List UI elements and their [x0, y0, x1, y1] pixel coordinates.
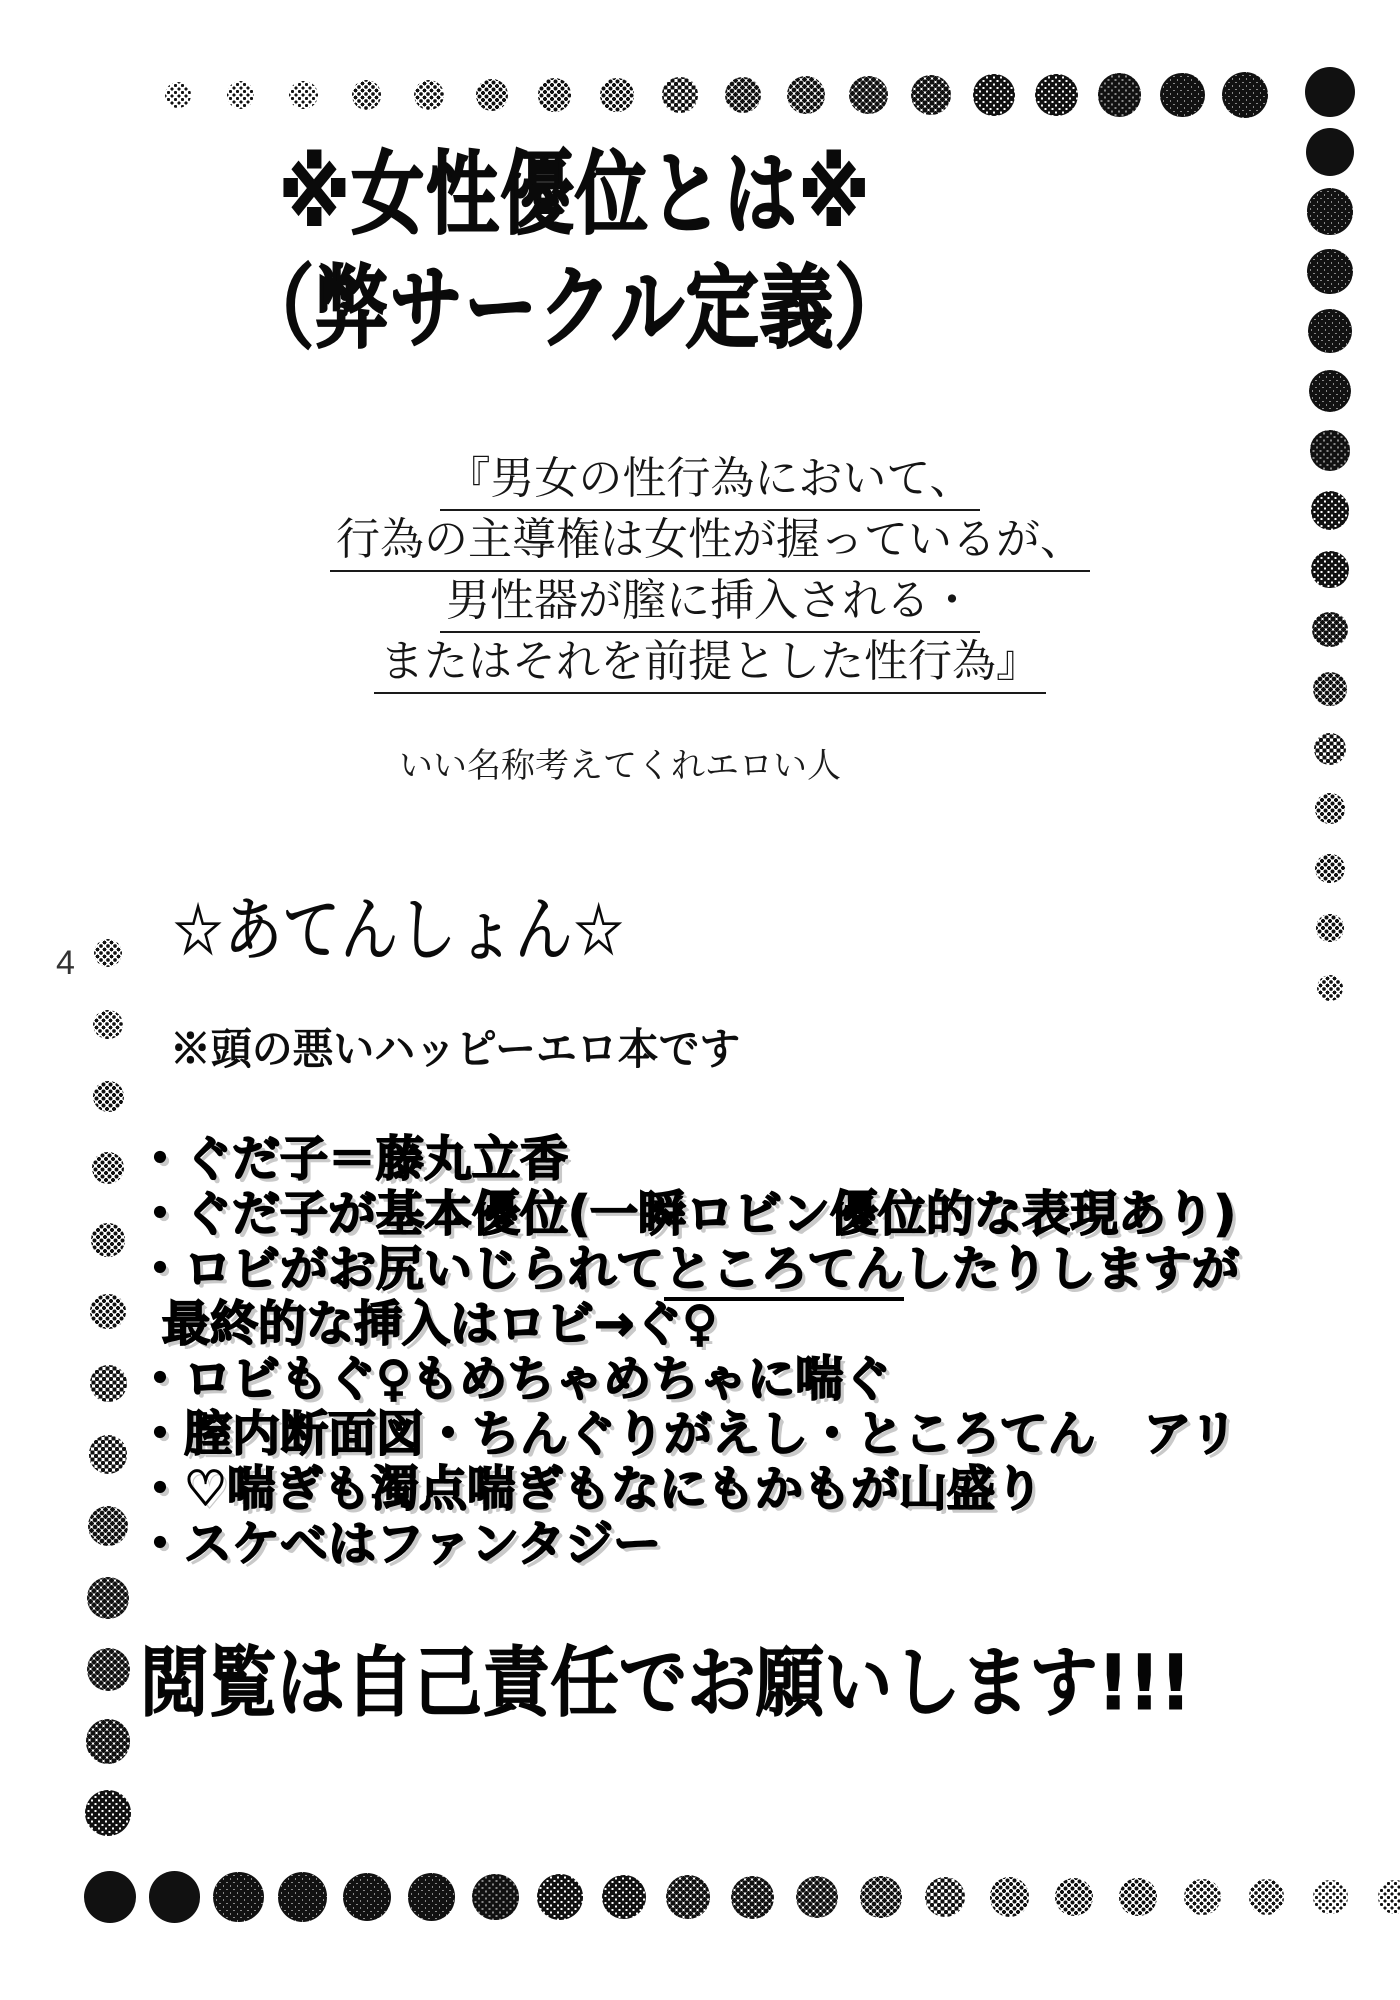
left-dot-column-dot [90, 1294, 126, 1330]
title-line-1: ※女性優位とは※ [278, 142, 872, 247]
bottom-dot-row-dot [602, 1875, 647, 1920]
bottom-dot-row-dot [1249, 1879, 1285, 1915]
right-dot-column-dot [1315, 793, 1346, 824]
top-dot-row-dot [787, 76, 825, 114]
left-dot-column-dot [92, 1152, 125, 1185]
definition-line: 行為の主導権は女性が握っているが、 [330, 511, 1090, 572]
left-dot-column-dot [93, 1010, 123, 1040]
bottom-dot-row-dot [1184, 1879, 1221, 1916]
top-dot-row-dot [1160, 73, 1205, 118]
right-dot-column-dot [1311, 551, 1348, 588]
right-dot-column-dot [1312, 612, 1348, 648]
top-dot-row-dot [165, 82, 191, 108]
bullet-item: ・スケベはファンタジー [136, 1516, 662, 1572]
top-dot-row-dot [538, 78, 571, 111]
bottom-dot-row-dot [472, 1874, 519, 1921]
bottom-dot-row-dot [84, 1871, 136, 1923]
right-dot-column-dot [1310, 430, 1350, 470]
top-dot-row-dot [911, 75, 951, 115]
bottom-dot-row-dot [1313, 1880, 1348, 1915]
bottom-dot-row-dot [796, 1876, 838, 1918]
top-dot-row-dot [1222, 72, 1268, 118]
right-dot-column-dot [1317, 975, 1343, 1001]
right-dot-column-dot [1308, 309, 1352, 353]
bottom-dot-row-dot [666, 1875, 710, 1919]
right-dot-column-dot [1305, 67, 1355, 117]
left-dot-column-dot [87, 1577, 129, 1619]
bullet-item: ・ロビがお尻いじられてところてんしたりしますが [136, 1242, 1366, 1297]
left-dot-column-dot [93, 1081, 124, 1112]
definition-line: またはそれを前提とした性行為』 [374, 633, 1046, 694]
content-warning-note: ※頭の悪いハッピーエロ本です [170, 1025, 741, 1075]
bottom-dot-row-dot [343, 1873, 391, 1921]
bottom-dot-row-dot [925, 1877, 965, 1917]
final-warning-text: 閲覧は自己責任でお願いします!!! [140, 1638, 1192, 1727]
top-dot-row-dot [476, 79, 508, 111]
right-dot-column-dot [1313, 672, 1347, 706]
bottom-dot-row-dot [149, 1871, 200, 1922]
top-dot-row-dot [725, 77, 762, 114]
top-dot-row-dot [849, 76, 888, 115]
bottom-dot-row-dot [1119, 1878, 1157, 1916]
definition-line: 『男女の性行為において、 [440, 450, 979, 511]
definition-line: 男性器が膣に挿入される・ [440, 572, 980, 633]
title-line-2: （弊サークル定義） [240, 256, 910, 361]
bottom-dot-row-dot [860, 1876, 901, 1917]
page-number: 4 [56, 944, 75, 982]
right-dot-column-dot [1316, 914, 1344, 942]
page-title [0, 138, 1150, 366]
bullet-item: ・膣内断面図・ちんぐりがえし・ところてん アリ [136, 1406, 1238, 1462]
bottom-dot-row-dot [213, 1872, 263, 1922]
bullet-item: ・ロビもぐ♀もめちゃめちゃに喘ぐ [136, 1351, 892, 1407]
top-dot-row-dot [414, 80, 445, 111]
left-dot-column-dot [86, 1719, 131, 1764]
top-dot-row-dot [1098, 73, 1142, 117]
bullet-item: ・ぐだ子＝藤丸立香 [136, 1131, 569, 1187]
right-dot-column-dot [1314, 733, 1346, 765]
right-dot-column-dot [1315, 854, 1344, 883]
bottom-dot-row-dot [990, 1877, 1029, 1916]
bottom-dot-row-dot [1055, 1878, 1094, 1917]
left-dot-column-dot [94, 939, 122, 967]
definition-note: いい名称考えてくれエロい人 [399, 746, 841, 786]
definition-quote [130, 450, 1290, 694]
top-dot-row-dot [289, 81, 317, 109]
bottom-dot-row-dot [408, 1873, 456, 1921]
right-dot-column-dot [1307, 249, 1352, 294]
attention-heading: ☆あてんしょん☆ [172, 889, 625, 971]
top-dot-row-dot [1035, 74, 1077, 116]
content-bullet-list [136, 1132, 1366, 1572]
bottom-dot-row-dot [731, 1876, 774, 1919]
top-dot-row-dot [227, 81, 254, 108]
left-dot-column-dot [89, 1435, 128, 1474]
left-dot-column-dot [87, 1648, 130, 1691]
right-dot-column-dot [1311, 491, 1350, 530]
top-dot-row-dot [352, 80, 382, 110]
bottom-dot-row-dot [278, 1872, 327, 1921]
right-dot-column-dot [1307, 188, 1354, 235]
bullet-item: 最終的な挿入はロビ→ぐ♀ [162, 1296, 718, 1352]
bullet-item: ・♡喘ぎも濁点喘ぎもなにもかもが山盛り [136, 1461, 1044, 1517]
bullet-item: ・ぐだ子が基本優位(一瞬ロビン優位的な表現あり) [136, 1186, 1236, 1242]
left-dot-column-dot [91, 1223, 125, 1257]
top-dot-row-dot [600, 78, 634, 112]
bottom-dot-row-dot [537, 1874, 583, 1920]
bottom-dot-row-dot [1378, 1880, 1400, 1914]
left-dot-column-dot [90, 1365, 127, 1402]
left-dot-column-dot [85, 1790, 131, 1836]
top-dot-row-dot [662, 77, 697, 112]
left-dot-column-dot [88, 1506, 128, 1546]
top-dot-row-dot [973, 74, 1014, 115]
right-dot-column-dot [1309, 370, 1351, 412]
right-dot-column-dot [1306, 128, 1354, 176]
